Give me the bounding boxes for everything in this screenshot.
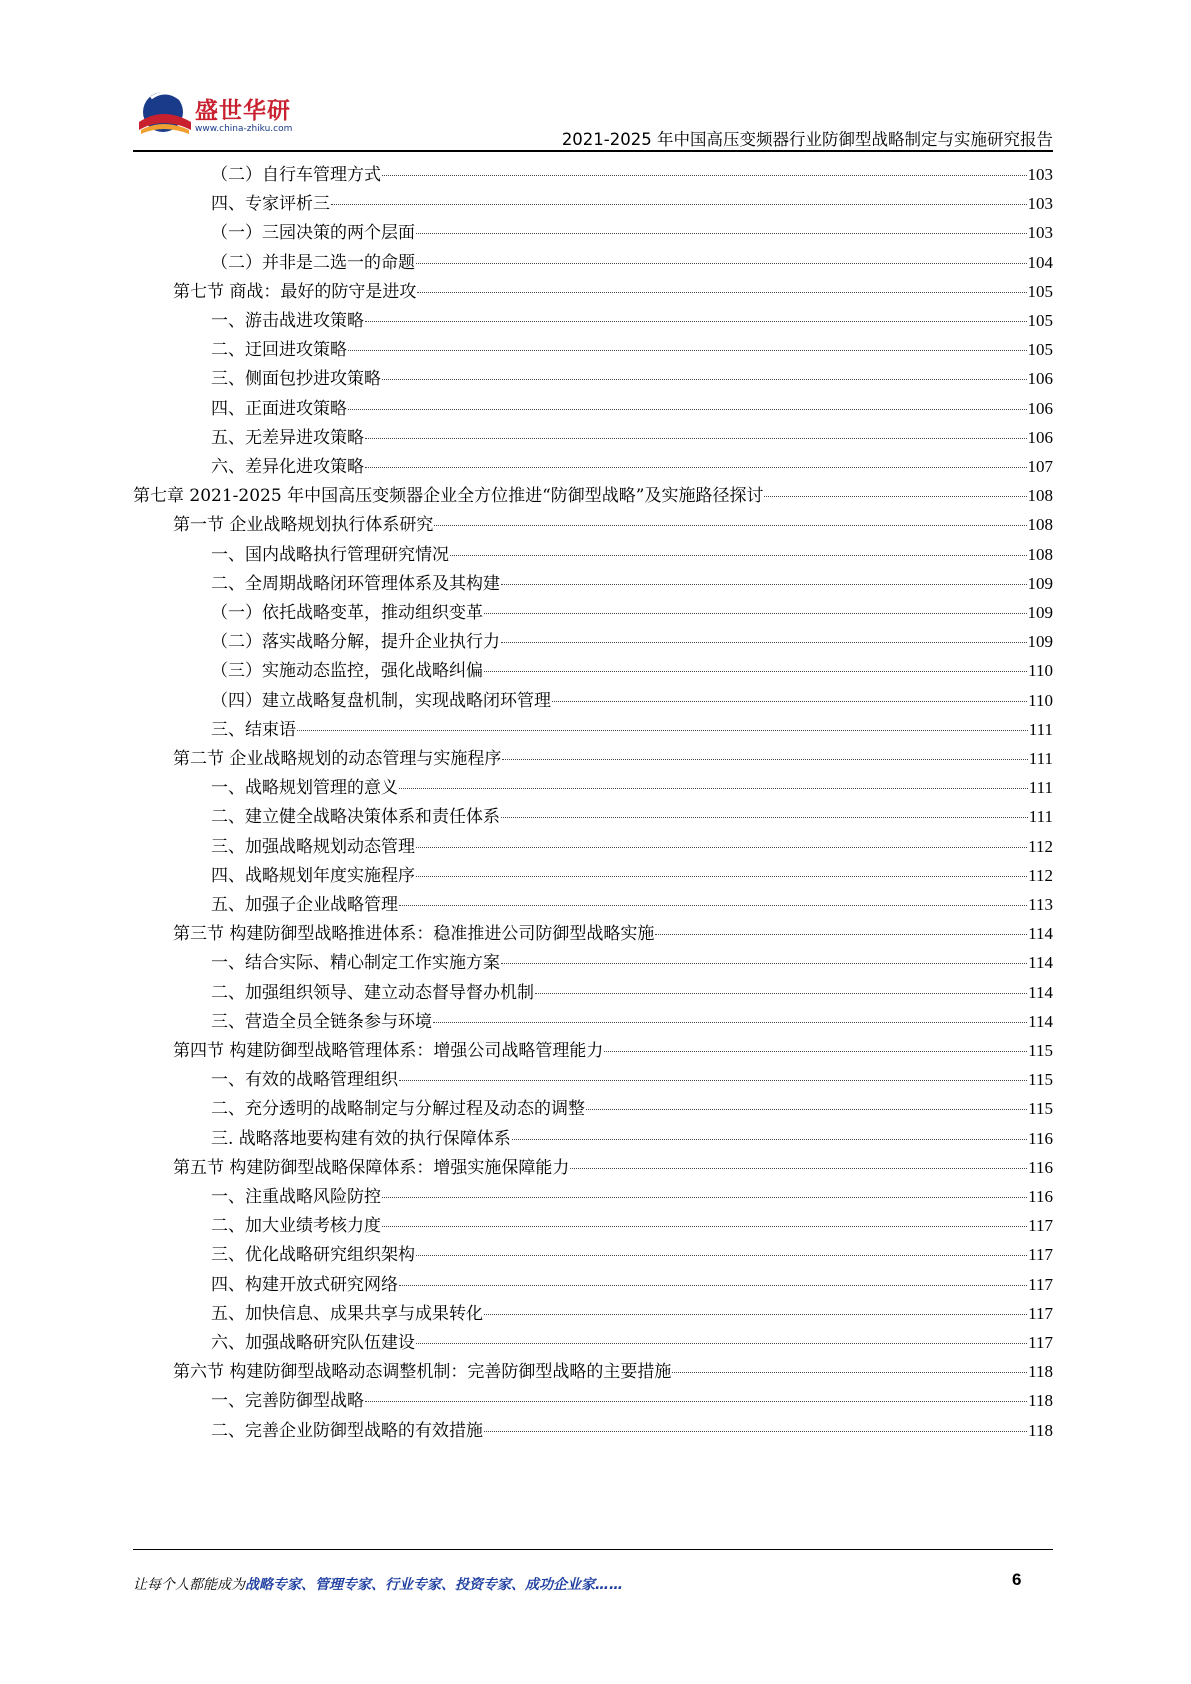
toc-entry-label: 二、迂回进攻策略 — [211, 340, 347, 361]
toc-entry-page: 113 — [1028, 895, 1053, 914]
page-header — [133, 78, 1053, 148]
toc-entry-label: 三、加强战略规划动态管理 — [211, 836, 415, 857]
toc-leader-dots — [552, 701, 1027, 702]
toc-entry[interactable] — [211, 1094, 1053, 1123]
toc-entry-label: （三）实施动态监控，强化战略纠偏 — [211, 661, 483, 682]
toc-entry-page: 107 — [1027, 457, 1053, 476]
header-divider — [133, 150, 1053, 152]
toc-entry[interactable] — [173, 277, 1053, 306]
toc-entry[interactable] — [173, 1153, 1053, 1182]
toc-leader-dots — [399, 788, 1028, 789]
toc-entry-label: 一、有效的战略管理组织 — [211, 1070, 398, 1091]
toc-entry-label: 第六节 构建防御型战略动态调整机制：完善防御型战略的主要措施 — [173, 1362, 672, 1383]
toc-entry[interactable] — [211, 248, 1053, 277]
toc-leader-dots — [417, 292, 1026, 293]
toc-leader-dots — [382, 1197, 1027, 1198]
toc-leader-dots — [764, 496, 1026, 497]
toc-leader-dots — [416, 876, 1027, 877]
toc-entry-label: （二）落实战略分解，提升企业执行力 — [211, 632, 500, 653]
toc-entry-page: 111 — [1028, 719, 1053, 739]
toc-entry-label: 四、专家评析三 — [211, 194, 330, 215]
toc-entry[interactable] — [211, 423, 1053, 452]
toc-leader-dots — [365, 321, 1027, 322]
toc-entry-page: 117 — [1028, 1245, 1053, 1265]
toc-entry-label: 一、注重战略风险防控 — [211, 1187, 381, 1207]
toc-entry[interactable] — [173, 919, 1053, 948]
toc-entry-page: 106 — [1027, 427, 1053, 447]
book-globe-logo-icon — [133, 84, 197, 144]
toc-leader-dots — [535, 993, 1027, 994]
toc-entry-page: 117 — [1028, 1274, 1053, 1294]
toc-leader-dots — [655, 934, 1027, 935]
toc-entry-page: 114 — [1028, 924, 1053, 944]
toc-entry[interactable] — [211, 686, 1053, 715]
toc-entry-page: 105 — [1027, 340, 1053, 360]
toc-leader-dots — [365, 438, 1027, 439]
toc-leader-dots — [331, 204, 1027, 205]
toc-leader-dots — [484, 1314, 1027, 1315]
toc-entry[interactable] — [211, 1240, 1053, 1269]
toc-entry[interactable] — [211, 1299, 1053, 1328]
toc-entry-label: 三、侧面包抄进攻策略 — [211, 369, 381, 390]
footer-slogan — [133, 1574, 623, 1594]
toc-leader-dots — [365, 1401, 1027, 1402]
toc-entry-label: 五、加强子企业战略管理 — [211, 895, 398, 915]
toc-entry[interactable] — [211, 1328, 1053, 1357]
toc-entry[interactable] — [211, 160, 1053, 189]
toc-entry-label: 第七节 商战：最好的防守是进攻 — [173, 281, 417, 302]
toc-entry-label: 五、无差异进攻策略 — [211, 427, 364, 448]
toc-entry-page: 116 — [1028, 1128, 1053, 1148]
toc-entry-page: 114 — [1028, 1011, 1053, 1031]
logo-url: www.china-zhiku.com — [195, 124, 293, 134]
toc-entry-page: 117 — [1028, 1333, 1053, 1352]
toc-entry-page: 118 — [1028, 1391, 1053, 1411]
toc-entry[interactable] — [211, 1065, 1053, 1094]
toc-entry-label: 第五节 构建防御型战略保障体系：增强实施保障能力 — [173, 1157, 570, 1178]
toc-entry-label: 第三节 构建防御型战略推进体系：稳准推进公司防御型战略实施 — [173, 924, 655, 945]
toc-entry[interactable] — [211, 1182, 1053, 1211]
toc-entry-page: 114 — [1028, 982, 1053, 1002]
toc-entry[interactable] — [211, 1416, 1053, 1445]
toc-leader-dots — [502, 759, 1027, 760]
toc-entry-label: 二、全周期战略闭环管理体系及其构建 — [211, 573, 500, 594]
toc-entry-page: 110 — [1028, 690, 1053, 710]
toc-leader-dots — [484, 1431, 1027, 1432]
toc-leader-dots — [382, 1226, 1027, 1227]
toc-leader-dots — [297, 730, 1028, 731]
toc-leader-dots — [434, 525, 1026, 526]
toc-entry-label: 二、充分透明的战略制定与分解过程及动态的调整 — [211, 1099, 585, 1120]
toc-leader-dots — [501, 584, 1027, 585]
toc-entry-page: 109 — [1027, 603, 1053, 622]
toc-entry[interactable] — [173, 1357, 1053, 1386]
toc-entry-page: 106 — [1027, 398, 1053, 418]
toc-entry-page: 109 — [1027, 573, 1053, 593]
toc-entry-label: 二、加大业绩考核力度 — [211, 1216, 381, 1237]
logo-name: 盛世华研 — [195, 98, 291, 124]
toc-leader-dots — [501, 642, 1027, 643]
toc-entry[interactable] — [173, 1036, 1053, 1065]
toc-entry-page: 108 — [1027, 486, 1053, 506]
toc-leader-dots — [450, 555, 1027, 556]
toc-entry-label: 第二节 企业战略规划的动态管理与实施程序 — [173, 749, 502, 769]
toc-entry-page: 116 — [1028, 1157, 1053, 1177]
toc-entry-label: 一、结合实际、精心制定工作实施方案 — [211, 953, 500, 974]
toc-leader-dots — [416, 1255, 1027, 1256]
toc-entry[interactable] — [211, 306, 1053, 335]
toc-entry-page: 106 — [1027, 369, 1053, 389]
toc-leader-dots — [399, 905, 1027, 906]
toc-entry-page: 112 — [1028, 865, 1053, 885]
toc-entry[interactable] — [173, 510, 1053, 539]
toc-entry-label: （四）建立战略复盘机制，实现战略闭环管理 — [211, 690, 551, 711]
toc-entry[interactable] — [211, 364, 1053, 393]
toc-entry-page: 105 — [1027, 311, 1053, 330]
toc-entry[interactable] — [211, 1270, 1053, 1299]
toc-entry-label: 一、完善防御型战略 — [211, 1391, 364, 1412]
toc-entry[interactable] — [173, 744, 1053, 773]
toc-entry-page: 111 — [1028, 749, 1053, 768]
toc-entry[interactable] — [211, 978, 1053, 1007]
toc-entry[interactable] — [211, 452, 1053, 481]
toc-leader-dots — [416, 1343, 1027, 1344]
toc-entry[interactable] — [211, 1386, 1053, 1415]
toc-entry-label: 六、差异化进攻策略 — [211, 457, 364, 477]
toc-leader-dots — [570, 1168, 1027, 1169]
toc-entry-page: 118 — [1028, 1362, 1053, 1382]
page-number: 6 — [1012, 1570, 1022, 1589]
toc-leader-dots — [672, 1372, 1027, 1373]
toc-entry-label: 一、游击战进攻策略 — [211, 311, 364, 331]
toc-entry[interactable] — [211, 1124, 1053, 1153]
company-logo — [133, 84, 303, 144]
toc-entry[interactable] — [211, 598, 1053, 627]
toc-entry-page: 105 — [1027, 281, 1053, 301]
toc-entry-label: 第四节 构建防御型战略管理体系：增强公司战略管理能力 — [173, 1041, 604, 1061]
toc-leader-dots — [399, 1285, 1027, 1286]
toc-leader-dots — [382, 175, 1027, 176]
toc-entry[interactable] — [211, 335, 1053, 364]
toc-entry-label: 第七章 2021-2025 年中国高压变频器企业全方位推进“防御型战略”及实施路径探讨 — [133, 486, 764, 507]
toc-entry-page: 115 — [1028, 1099, 1053, 1119]
toc-entry-label: （一）三园决策的两个层面 — [211, 223, 415, 244]
toc-entry[interactable] — [211, 861, 1053, 890]
toc-leader-dots — [416, 847, 1027, 848]
toc-leader-dots — [433, 1022, 1027, 1023]
toc-entry-label: 三、结束语 — [211, 719, 296, 740]
toc-entry[interactable] — [211, 802, 1053, 831]
toc-entry-label: 四、战略规划年度实施程序 — [211, 865, 415, 886]
toc-entry-label: 三. 战略落地要构建有效的执行保障体系 — [211, 1128, 511, 1149]
toc-entry-label: （二）并非是二选一的命题 — [211, 252, 415, 273]
toc-leader-dots — [416, 233, 1027, 234]
toc-entry-page: 103 — [1027, 165, 1053, 184]
toc-entry-page: 118 — [1028, 1420, 1053, 1440]
toc-entry-label: 六、加强战略研究队伍建设 — [211, 1333, 415, 1353]
footer-slogan-prefix: 让每个人都能成为 — [133, 1577, 245, 1593]
toc-entry-label: 四、构建开放式研究网络 — [211, 1274, 398, 1295]
toc-entry-page: 108 — [1027, 515, 1053, 535]
toc-leader-dots — [512, 1139, 1027, 1140]
toc-entry[interactable] — [211, 218, 1053, 247]
toc-leader-dots — [365, 467, 1027, 468]
toc-entry-page: 109 — [1027, 632, 1053, 652]
toc-entry[interactable] — [211, 773, 1053, 802]
toc-entry[interactable] — [211, 948, 1053, 977]
toc-entry[interactable] — [211, 569, 1053, 598]
toc-entry-label: 二、加强组织领导、建立动态督导督办机制 — [211, 982, 534, 1003]
toc-leader-dots — [501, 963, 1027, 964]
toc-entry-label: 四、正面进攻策略 — [211, 398, 347, 419]
toc-entry[interactable] — [211, 394, 1053, 423]
toc-entry-label: （一）依托战略变革，推动组织变革 — [211, 603, 483, 623]
toc-entry-page: 103 — [1027, 223, 1053, 243]
toc-entry-label: 五、加快信息、成果共享与成果转化 — [211, 1303, 483, 1324]
toc-entry-page: 114 — [1028, 953, 1053, 973]
toc-entry-page: 111 — [1028, 778, 1053, 798]
toc-entry-label: 三、营造全员全链条参与环境 — [211, 1011, 432, 1032]
footer-slogan-highlight: 战略专家、管理专家、行业专家、投资专家、成功企业家…… — [245, 1577, 623, 1593]
toc-entry-page: 117 — [1028, 1216, 1053, 1236]
toc-entry-label: 二、完善企业防御型战略的有效措施 — [211, 1420, 483, 1441]
toc-entry-page: 115 — [1028, 1041, 1053, 1060]
toc-entry-label: 三、优化战略研究组织架构 — [211, 1245, 415, 1266]
toc-entry[interactable] — [211, 832, 1053, 861]
toc-entry[interactable] — [211, 540, 1053, 569]
toc-entry-page: 110 — [1028, 661, 1053, 681]
toc-leader-dots — [382, 379, 1027, 380]
toc-leader-dots — [399, 1080, 1027, 1081]
toc-entry[interactable] — [133, 481, 1053, 510]
toc-entry[interactable] — [211, 189, 1053, 218]
toc-leader-dots — [604, 1051, 1027, 1052]
toc-entry-label: （二）自行车管理方式 — [211, 165, 381, 185]
toc-entry[interactable] — [211, 656, 1053, 685]
toc-leader-dots — [586, 1109, 1027, 1110]
toc-entry-label: 一、国内战略执行管理研究情况 — [211, 544, 449, 565]
toc-entry-page: 108 — [1027, 544, 1053, 564]
toc-entry-page: 115 — [1028, 1070, 1053, 1090]
toc-entry[interactable] — [211, 715, 1053, 744]
toc-entry[interactable] — [211, 890, 1053, 919]
toc-leader-dots — [348, 409, 1027, 410]
toc-entry-page: 117 — [1028, 1303, 1053, 1323]
toc-entry-label: 一、战略规划管理的意义 — [211, 778, 398, 799]
toc-entry[interactable] — [211, 1007, 1053, 1036]
toc-leader-dots — [484, 613, 1027, 614]
toc-leader-dots — [348, 350, 1027, 351]
toc-entry[interactable] — [211, 627, 1053, 656]
report-title: 2021-2025 年中国高压变频器行业防御型战略制定与实施研究报告 — [561, 130, 1053, 149]
toc-entry-page: 103 — [1027, 194, 1053, 214]
toc-entry-label: 二、建立健全战略决策体系和责任体系 — [211, 807, 500, 828]
toc-entry[interactable] — [211, 1211, 1053, 1240]
toc-entry-label: 第一节 企业战略规划执行体系研究 — [173, 515, 434, 536]
toc-entry-page: 104 — [1027, 252, 1053, 272]
toc-entry-page: 111 — [1028, 807, 1053, 827]
toc-entry-page: 112 — [1028, 836, 1053, 856]
footer-divider — [133, 1549, 1053, 1550]
toc-entry-page: 116 — [1028, 1187, 1053, 1206]
toc-leader-dots — [416, 263, 1027, 264]
toc-leader-dots — [484, 671, 1027, 672]
toc-leader-dots — [501, 817, 1028, 818]
